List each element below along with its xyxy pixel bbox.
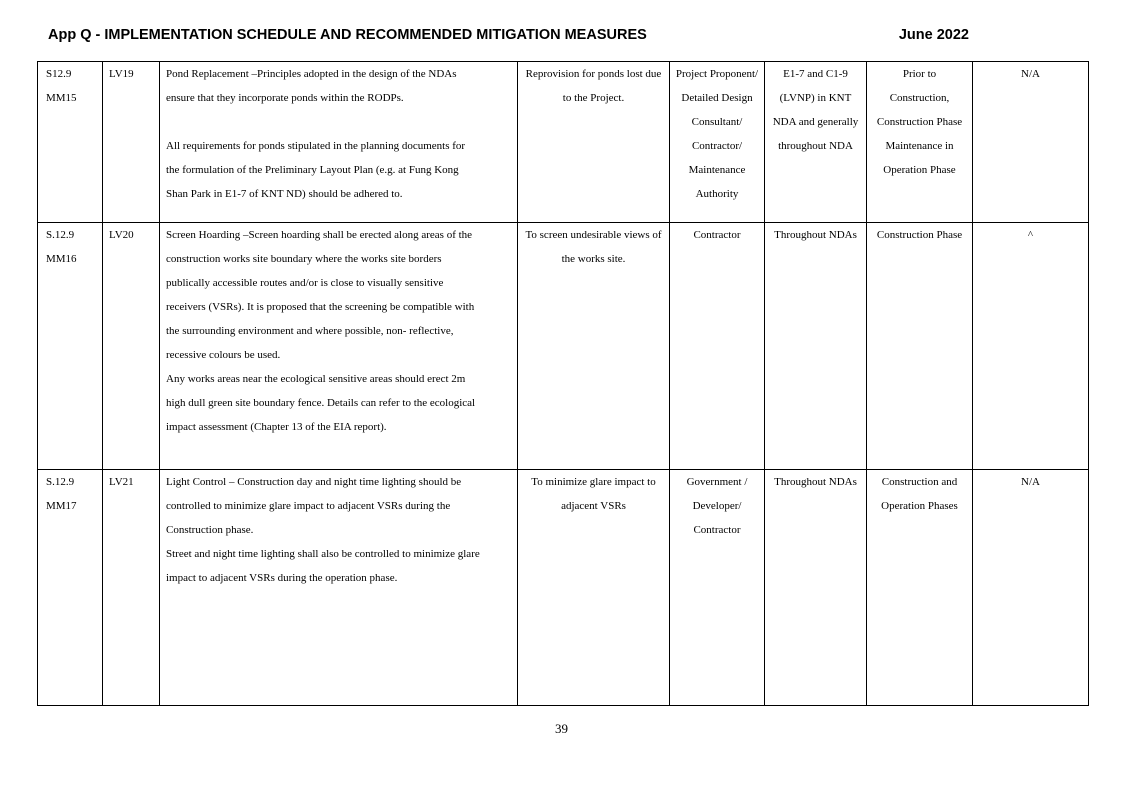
document-title: App Q - IMPLEMENTATION SCHEDULE AND RECOMMENDED MITIGATION MEASURES bbox=[48, 27, 647, 43]
location-cell: Throughout NDAs bbox=[765, 470, 867, 706]
status-cell: N/A bbox=[973, 62, 1089, 223]
document-date: June 2022 bbox=[898, 27, 969, 43]
timing-cell: Prior to Construction, Construction Phase Maintenance in Operation Phase bbox=[867, 62, 973, 223]
table-row bbox=[38, 470, 1089, 706]
status-cell: ^ bbox=[973, 223, 1089, 470]
location-cell: E1-7 and C1-9 (LVNP) in KNT NDA and generally throughout NDA bbox=[765, 62, 867, 223]
objective-cell: To minimize glare impact to adjacent VSRs bbox=[518, 470, 670, 706]
timing-cell: Construction Phase bbox=[867, 223, 973, 470]
page-number: 39 bbox=[555, 721, 568, 736]
status-cell: N/A bbox=[973, 470, 1089, 706]
mitigation-measure-cell: Light Control – Construction day and night time lighting should be controlled to minimize glare impact to adjacent VSRs during the Construction phase. Street and night time lighting shall also be controlled to minimize glare impact to adjacent VSRs during the operation phase. bbox=[160, 470, 518, 706]
implementer-cell: Project Proponent/ Detailed Design Consultant/ Contractor/ Maintenance Authority bbox=[670, 62, 765, 223]
implementer-cell: Government / Developer/ Contractor bbox=[670, 470, 765, 706]
table-row bbox=[38, 223, 1089, 470]
implementer-cell: Contractor bbox=[670, 223, 765, 470]
page-header bbox=[48, 27, 973, 47]
eia-ref-cell: S.12.9 MM17 bbox=[38, 470, 103, 706]
objective-cell: To screen undesirable views of the works site. bbox=[518, 223, 670, 470]
implementation-schedule-table bbox=[37, 61, 1089, 706]
table-row bbox=[38, 62, 1089, 223]
measure-code-cell: LV21 bbox=[103, 470, 160, 706]
objective-cell: Reprovision for ponds lost due to the Project. bbox=[518, 62, 670, 223]
measure-code-cell: LV19 bbox=[103, 62, 160, 223]
location-cell: Throughout NDAs bbox=[765, 223, 867, 470]
eia-ref-cell: S12.9 MM15 bbox=[38, 62, 103, 223]
timing-cell: Construction and Operation Phases bbox=[867, 470, 973, 706]
eia-ref-cell: S.12.9 MM16 bbox=[38, 223, 103, 470]
mitigation-measure-cell: Screen Hoarding –Screen hoarding shall be erected along areas of the construction works site boundary where the works site borders publically accessible routes and/or is close to visually sensitive receivers (VSRs). It is proposed that the screening be compatible with the surrounding environment and where possible, non- reflective, recessive colours be used. Any works areas near the ecological sensitive areas should erect 2m high dull green site boundary fence. Details can refer to the ecological impact assessment (Chapter 13 of the EIA report). bbox=[160, 223, 518, 470]
mitigation-measure-cell: Pond Replacement –Principles adopted in the design of the NDAs ensure that they incorporate ponds within the RODPs. All requirements for ponds stipulated in the planning documents for the formulation of the Preliminary Layout Plan (e.g. at Fung Kong Shan Park in E1-7 of KNT ND) should be adhered to. bbox=[160, 62, 518, 223]
measure-code-cell: LV20 bbox=[103, 223, 160, 470]
